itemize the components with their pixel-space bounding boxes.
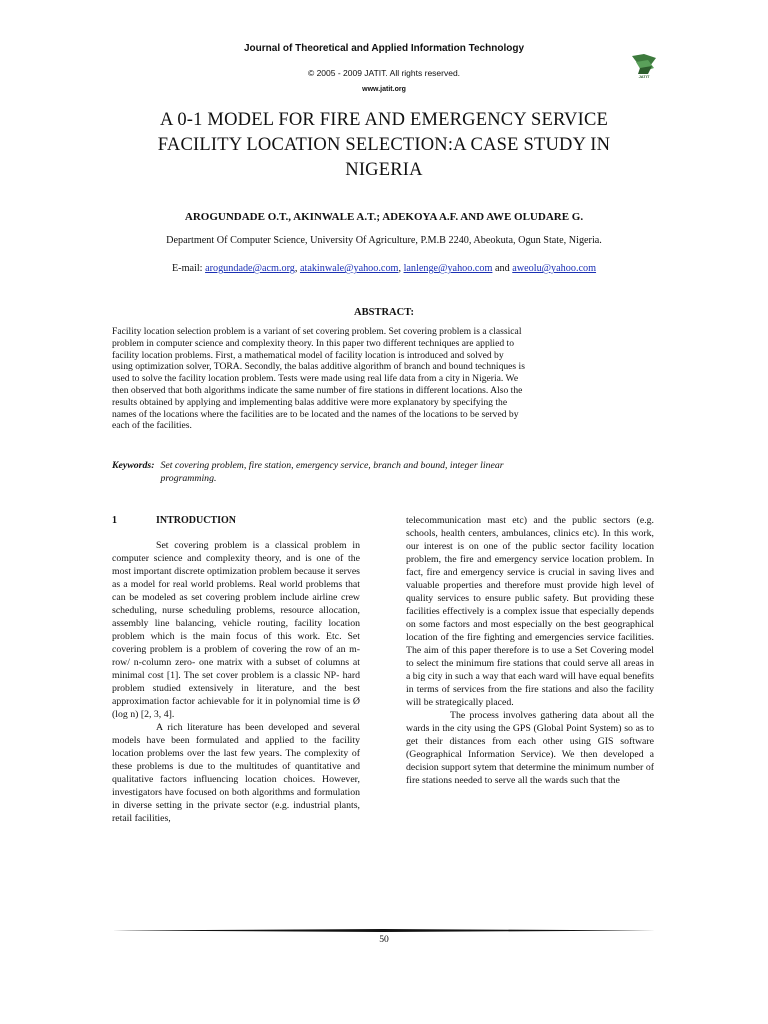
text-line: several models have been formulated and applied	[112, 722, 361, 746]
email-link[interactable]: aweolu@yahoo.com	[512, 263, 597, 274]
text-line: from each other using GIS software	[492, 736, 655, 747]
text-line: developed a decision support sytem that	[406, 749, 654, 773]
text-line: services to ensure public safety. But providing	[437, 593, 630, 604]
text-line: years. The complexity of these problems is due	[112, 748, 360, 772]
text-line: especially depends on some factors and most	[406, 606, 654, 630]
text-line: the fire fighting and emergencies service	[451, 632, 615, 643]
email-link[interactable]: arogundade@acm.org	[205, 263, 295, 274]
text-line: fact, fire and emergency service is crucial in	[406, 567, 586, 578]
text-line: and formulation in diverse setting in the private	[112, 787, 360, 811]
page-number: 50	[379, 934, 389, 945]
section-number: 1	[112, 515, 117, 526]
abstract-heading: ABSTRACT:	[354, 307, 414, 318]
text-line: (Global Point System) so as to get their distances	[406, 723, 655, 747]
text-line: problem include airline crew scheduling, nurse	[112, 592, 361, 616]
text-line: covering the row of an m-row/ n-column zero-	[112, 644, 360, 668]
text-line: and the best approximation factor achievable for	[112, 683, 360, 707]
text-line: location problem which is the main focus of this	[112, 618, 360, 642]
text-line: to the multitudes of quantitative and qualitative	[112, 761, 360, 785]
footer-rule	[112, 929, 656, 932]
text-line: use a Set Covering model to select the minimum	[406, 645, 654, 669]
text-line: to the facility location problems over the last few	[112, 735, 361, 759]
text-line: work. Etc. Set covering problem is a problem of	[112, 631, 360, 655]
text-line: stations and also the facility will be strategically	[406, 684, 654, 708]
paragraph	[406, 709, 654, 787]
abstract-line: Facility location selection problem is a variant of set covering problem. Set covering problem is a classical	[112, 326, 522, 337]
author-affiliation: Department Of Computer Science, University Of Agriculture, P.M.B 2240, Abeokuta, Ogun State, Nigeria.	[166, 235, 602, 246]
text-line: problems that can be modeled as set covering	[112, 579, 360, 603]
paper-title-line: A 0-1 MODEL FOR FIRE AND EMERGENCY SERVICE	[159, 110, 609, 130]
text-line: The process involves gathering data	[450, 710, 598, 721]
keywords-text	[160, 459, 640, 485]
text-line: one matrix with a subset of columns at minimal	[112, 657, 360, 681]
text-line: facilities. The aim of this paper therefore is to	[406, 632, 655, 656]
text-line: model for real world problems. Real world	[130, 579, 303, 590]
keywords	[112, 459, 656, 485]
paragraph	[112, 721, 360, 825]
text-line: determine the minimum number of fire stations	[406, 762, 655, 786]
section-title: INTRODUCTION	[156, 515, 237, 526]
journal-website: www.jatit.org	[362, 86, 406, 93]
text-line: needed to serve all the wards such that the	[454, 775, 620, 786]
text-line: A rich literature has been developed and	[156, 722, 328, 733]
author-list: AROGUNDADE O.T., AKINWALE A.T.; ADEKOYA A.F. AND AWE OLUDARE G.	[184, 211, 584, 223]
keywords-label: Keywords:	[112, 460, 155, 471]
text-line: these facilities effectively is a complex issue that	[406, 593, 654, 617]
email-separator: ,	[294, 263, 298, 274]
email-label: E-mail:	[171, 263, 203, 274]
text-line: sectors (e.g. schools, health centers, ambulances,	[406, 515, 655, 539]
copyright-notice: © 2005 - 2009 JATIT. All rights reserved.	[307, 68, 461, 78]
text-line: therefore must provide high level of quality	[406, 580, 654, 604]
keywords-line: Set covering problem, fire station, emergency service, branch and bound, integer linear	[160, 460, 504, 471]
body-column-right	[406, 514, 654, 787]
abstract-line: used to solve the facility location problem. Tests were made using real life data from a city in Nigeria. We	[112, 373, 519, 385]
paper-title-line: NIGERIA	[345, 160, 423, 180]
text-line: the public sector facility location problem, the	[406, 541, 655, 565]
text-line: benefits in terms of services from the fire	[406, 671, 654, 695]
text-line: factors influencing location choices. However,	[160, 774, 360, 785]
body-column-left	[112, 512, 360, 825]
paragraph	[406, 514, 654, 709]
text-line: placed.	[485, 697, 514, 708]
section-heading	[112, 514, 360, 527]
abstract-text	[112, 326, 656, 432]
text-line: telecommunication mast etc) and the public	[406, 515, 597, 526]
abstract-line: problem in computer science and complexity theory. In this paper two different techniques are applied to	[112, 337, 515, 349]
text-line: cost [1]. The set cover problem is a classic NP-	[147, 670, 340, 681]
text-line: theory, and is one of the most important discrete	[112, 553, 360, 577]
text-line: fire stations that could serve all areas in a big	[406, 658, 654, 682]
abstract-line: facility location problems. First, a mathematical model of facility location is introduced and solved by	[112, 349, 504, 361]
text-line: it in polynomial time is Ø (log n) [2, 3, 4].	[112, 696, 360, 720]
email-link[interactable]: atakinwale@yahoo.com	[299, 263, 399, 274]
email-link[interactable]: lanlenge@yahoo.com	[403, 263, 493, 274]
text-line: investigators have focused on both algorithms	[112, 787, 295, 798]
text-line: scheduling problems, resource allocation,	[188, 605, 360, 616]
abstract-line: each of the facilities.	[112, 420, 192, 432]
text-line: problem in computer science and complexity	[112, 540, 360, 564]
abstract-line: using optimization solver, TORA. Secondly, the balas additive algorithm of branch and bound techniques is	[112, 361, 525, 373]
abstract-line: then observed that both algorithms indicate the same number of fire stations in different locations. Also the	[112, 384, 523, 396]
paper-title	[90, 108, 678, 183]
text-line: city in such a way that each ward will have equal	[427, 671, 621, 682]
text-line: saving lives and valuable properties and	[406, 567, 654, 591]
text-line: sector (e.g. industrial plants, retail facilities,	[112, 800, 360, 824]
text-line: Set covering problem is a classical	[156, 540, 309, 551]
text-line: clinics etc). In this work, our interest is on one of	[406, 528, 654, 552]
email-separator: and	[494, 263, 510, 274]
text-line: optimization problem because it serves as a	[112, 566, 360, 590]
text-line: fire and emergency service location problem. In	[460, 554, 654, 565]
text-line: especially on the best geographical location of	[406, 619, 654, 643]
keywords-line: programming.	[160, 473, 217, 484]
abstract-line: names of the locations where the facilities are to be located and the names of the locations to be served by	[112, 408, 519, 420]
email-separator: ,	[398, 263, 402, 274]
journal-header	[0, 0, 768, 100]
journal-logo-text: JATIT	[638, 74, 650, 79]
text-line: hard problem studied extensively in literature,	[112, 670, 361, 694]
abstract-line: results obtained by applying and implementing balas additive were more explanatory by specifying the	[112, 396, 508, 408]
text-line: (Geographical Information Service). We then	[406, 749, 598, 760]
text-line: assembly line balancing, vehicle routing, facility	[112, 618, 323, 629]
paper-title-line: FACILITY LOCATION SELECTION:A CASE STUDY IN	[157, 135, 611, 155]
journal-title: Journal of Theoretical and Applied Information Technology	[243, 43, 524, 54]
paragraph	[112, 539, 360, 721]
author-emails	[60, 263, 708, 274]
text-line: about all the wards in the city using the GPS	[406, 710, 655, 734]
